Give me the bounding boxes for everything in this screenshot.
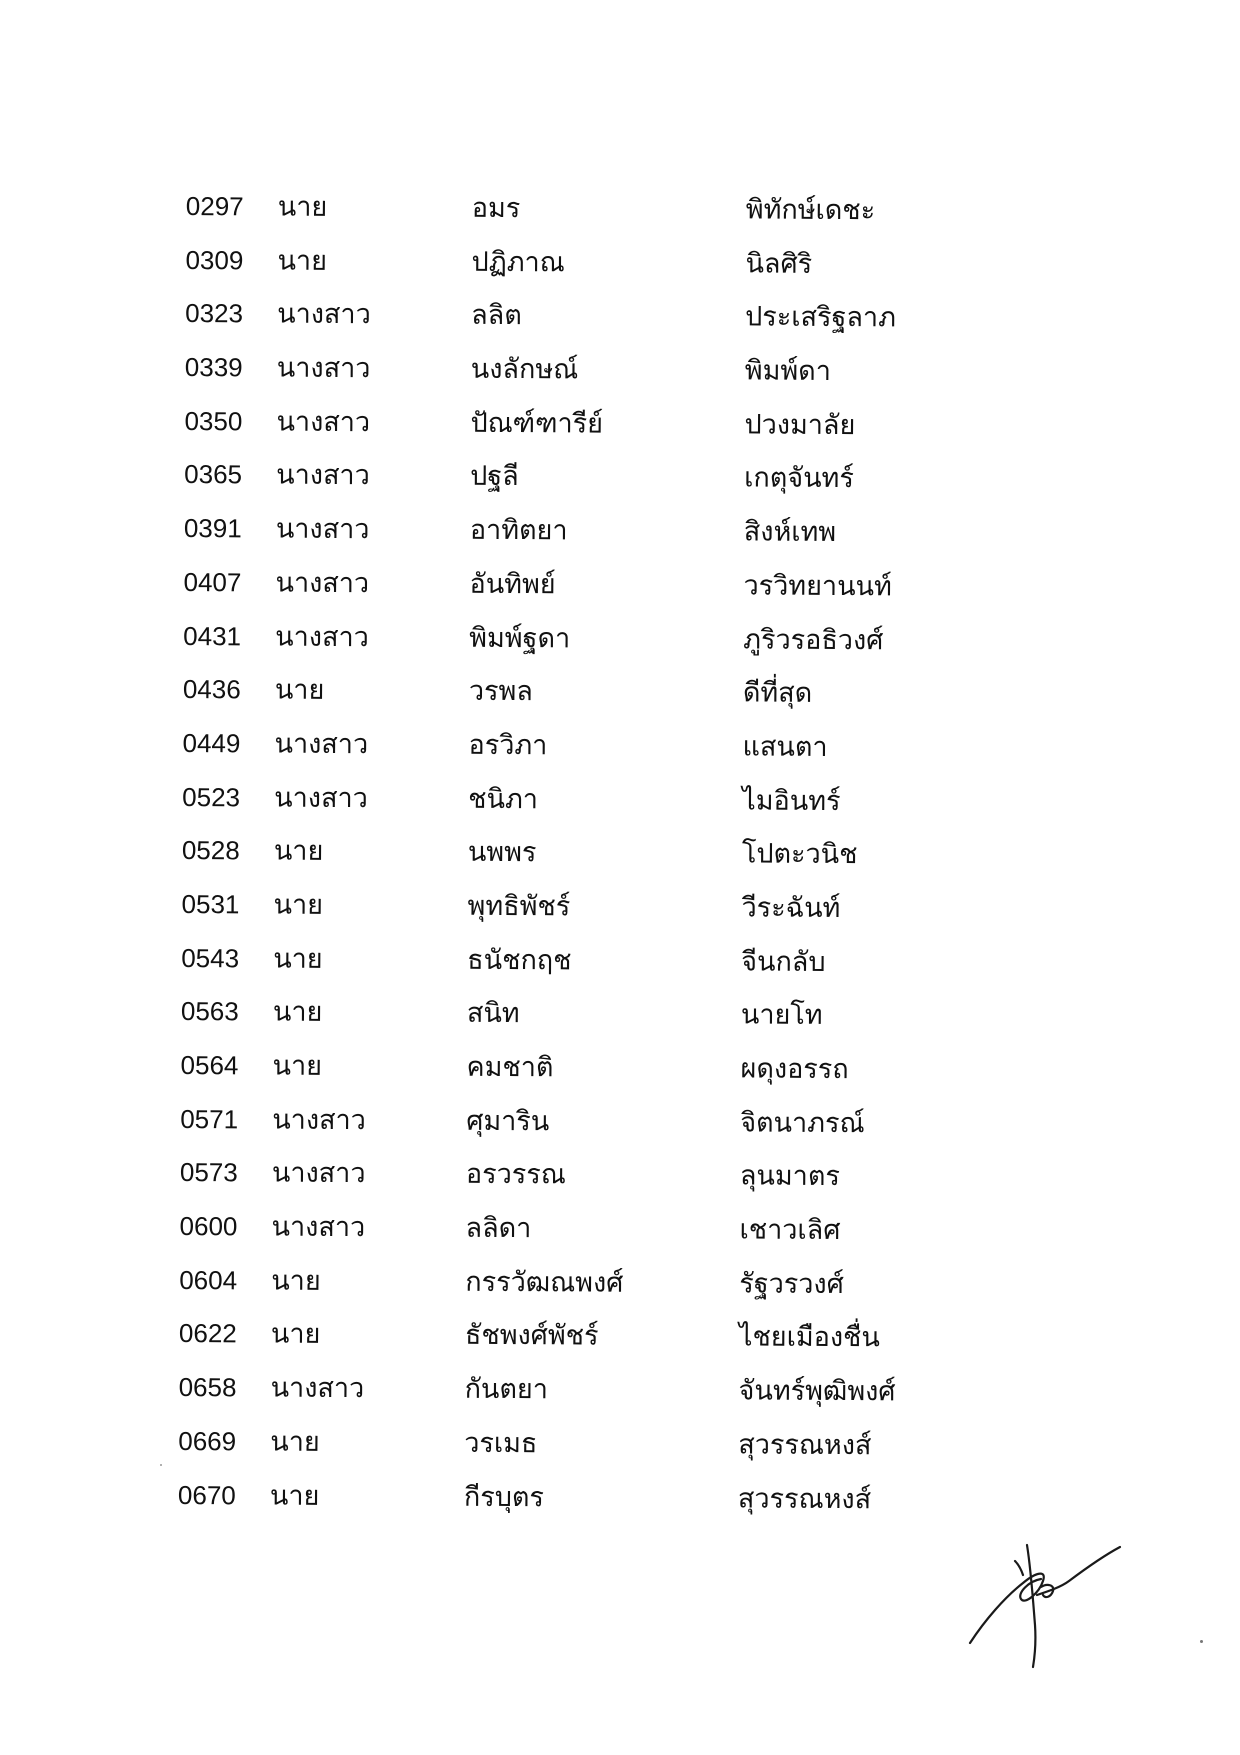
entry-id: 0339 — [184, 352, 243, 383]
entry-title: นาย — [273, 835, 324, 868]
list-row — [183, 663, 1083, 722]
entry-first-name: กรรวัฒณพงศ์ — [465, 1266, 624, 1299]
entry-id: 0658 — [178, 1372, 237, 1403]
entry-last-name: พิทักษ์เดชะ — [745, 194, 876, 227]
entry-title: นาย — [270, 1426, 320, 1458]
entry-id: 0523 — [182, 781, 241, 812]
entry-first-name: ชนิภา — [468, 783, 539, 815]
entry-id: 0323 — [185, 298, 244, 329]
entry-title: นางสาว — [275, 621, 369, 653]
entry-id: 0571 — [180, 1103, 239, 1135]
entry-id: 0528 — [181, 835, 240, 866]
entry-title: นางสาว — [275, 567, 370, 599]
entry-id: 0297 — [185, 190, 244, 222]
list-row — [179, 1200, 1079, 1259]
entry-id: 0622 — [178, 1318, 237, 1349]
list-row — [183, 609, 1083, 668]
entry-first-name: ปฐลี — [470, 461, 519, 493]
entry-first-name: อรวรรณ — [465, 1159, 566, 1191]
entry-title: นางสาว — [271, 1157, 366, 1190]
entry-first-name: อมร — [471, 192, 521, 225]
entry-title: นางสาว — [274, 728, 369, 760]
entry-title: นาย — [272, 996, 323, 1029]
entry-last-name: พิมพ์ดา — [744, 355, 832, 388]
list-row — [182, 717, 1082, 776]
entry-last-name: จิตนาภรณ์ — [740, 1107, 865, 1139]
entry-title: นางสาว — [272, 1104, 366, 1136]
entry-id: 0670 — [177, 1479, 236, 1510]
entry-id: 0543 — [181, 942, 240, 973]
list-row — [181, 985, 1081, 1044]
scan-speck — [160, 1464, 162, 1466]
entry-first-name: ปฏิภาณ — [471, 246, 565, 279]
entry-last-name: จีนกลับ — [741, 946, 826, 978]
entry-title: นาย — [273, 889, 324, 921]
list-row — [182, 824, 1082, 883]
entry-last-name: ดีที่สุด — [742, 677, 813, 710]
list-row — [182, 771, 1082, 830]
entry-first-name: อาทิตยา — [469, 514, 568, 547]
entry-id: 0563 — [180, 996, 239, 1027]
entry-last-name: สุวรรณหงส์ — [737, 1482, 872, 1515]
entry-title: นางสาว — [276, 352, 371, 385]
entry-last-name: ไมอินทร์ — [742, 784, 841, 817]
name-list — [178, 180, 1086, 1528]
entry-title: นางสาว — [276, 459, 370, 492]
entry-id: 0669 — [178, 1425, 237, 1457]
entry-id: 0365 — [184, 459, 243, 490]
entry-first-name: อรวิภา — [468, 729, 548, 762]
list-row — [186, 180, 1086, 239]
entry-first-name: กันตยา — [464, 1373, 549, 1406]
entry-last-name: ประเสริฐลาภ — [745, 301, 897, 334]
list-row — [179, 1307, 1079, 1366]
entry-id: 0564 — [180, 1049, 239, 1081]
entry-id: 0407 — [183, 566, 242, 598]
list-row — [178, 1361, 1078, 1420]
entry-title: นาย — [271, 1265, 321, 1297]
entry-first-name: นงลักษณ์ — [470, 353, 579, 386]
entry-title: นางสาว — [276, 406, 371, 438]
entry-id: 0350 — [184, 405, 243, 437]
entry-last-name: ภูริวรอธิวงศ์ — [743, 623, 884, 656]
list-row — [180, 1093, 1080, 1152]
list-row — [185, 234, 1085, 293]
entry-title: นางสาว — [275, 513, 370, 546]
entry-first-name: ธัชพงศ์พัชร์ — [464, 1320, 599, 1352]
entry-id: 0449 — [182, 727, 241, 759]
entry-first-name: กีรบุตร — [463, 1481, 545, 1513]
entry-first-name: พุทธิพัชร์ — [467, 890, 571, 923]
entry-last-name: วรวิทยานนท์ — [743, 570, 892, 603]
entry-first-name: ลลิต — [471, 300, 522, 332]
entry-id: 0309 — [185, 244, 244, 276]
entry-first-name: สนิท — [466, 998, 520, 1030]
entry-last-name: ผดุงอรรถ — [740, 1053, 849, 1086]
entry-title: นาย — [277, 245, 328, 277]
list-row — [184, 502, 1084, 561]
entry-last-name: รัฐวรวงศ์ — [739, 1268, 844, 1300]
entry-title: นาย — [273, 943, 323, 975]
entry-id: 0531 — [181, 888, 240, 920]
entry-first-name: วรเมธ — [464, 1427, 538, 1459]
list-row — [184, 448, 1084, 507]
entry-last-name: เกตุจันทร์ — [744, 462, 854, 495]
entry-last-name: สิงห์เทพ — [743, 516, 837, 549]
list-row — [180, 1146, 1080, 1205]
entry-first-name: ลลิดา — [465, 1212, 532, 1245]
entry-last-name: ลุนมาตร — [739, 1160, 841, 1193]
entry-last-name: ไชยเมืองชื่น — [738, 1321, 880, 1354]
scan-speck — [1200, 1640, 1203, 1643]
list-row — [184, 395, 1084, 454]
entry-last-name: นิลศิริ — [745, 248, 813, 280]
entry-id: 0436 — [182, 674, 241, 705]
entry-title: นาย — [277, 191, 328, 223]
entry-last-name: วีระฉันท์ — [741, 892, 841, 924]
entry-title: นาย — [272, 1050, 323, 1082]
entry-id: 0604 — [179, 1264, 238, 1296]
list-row — [185, 341, 1085, 400]
entry-last-name: สุวรรณหงส์ — [738, 1429, 872, 1462]
list-row — [180, 1039, 1080, 1098]
list-row — [181, 878, 1081, 937]
entry-first-name: ปัณฑ์ฑารีย์ — [470, 407, 604, 440]
list-row — [181, 932, 1081, 991]
entry-first-name: นพพร — [467, 836, 537, 869]
entry-first-name: ศุมาริน — [466, 1105, 550, 1137]
entry-first-name: คมชาติ — [466, 1051, 554, 1084]
list-row — [183, 556, 1083, 615]
entry-first-name: วรพล — [468, 675, 533, 708]
list-row — [178, 1415, 1078, 1474]
entry-title: นางสาว — [271, 1211, 366, 1244]
entry-title: นางสาว — [277, 298, 371, 331]
entry-id: 0391 — [183, 513, 242, 544]
entry-first-name: อันทิพย์ — [469, 568, 556, 601]
entry-title: นางสาว — [270, 1372, 365, 1405]
list-row — [185, 287, 1085, 346]
entry-last-name: เชาวเลิศ — [739, 1214, 841, 1247]
entry-last-name: นายโท — [740, 999, 823, 1032]
entry-first-name: ธนัชกฤช — [467, 944, 572, 976]
entry-title: นาย — [269, 1480, 320, 1512]
entry-id: 0431 — [183, 620, 242, 651]
list-row — [179, 1254, 1079, 1313]
entry-id: 0573 — [179, 1157, 238, 1188]
entry-title: นางสาว — [274, 782, 368, 814]
entry-title: นาย — [270, 1318, 321, 1351]
entry-first-name: พิมพ์ฐดา — [469, 622, 571, 654]
entry-last-name: ปวงมาลัย — [744, 409, 856, 441]
entry-title: นาย — [274, 674, 325, 707]
entry-last-name: แสนตา — [742, 731, 828, 763]
list-row — [178, 1468, 1078, 1527]
entry-last-name: โปตะวนิช — [741, 838, 858, 871]
entry-last-name: จันทร์พุฒิพงศ์ — [738, 1375, 896, 1408]
entry-id: 0600 — [179, 1211, 238, 1242]
signature — [965, 1525, 1125, 1675]
